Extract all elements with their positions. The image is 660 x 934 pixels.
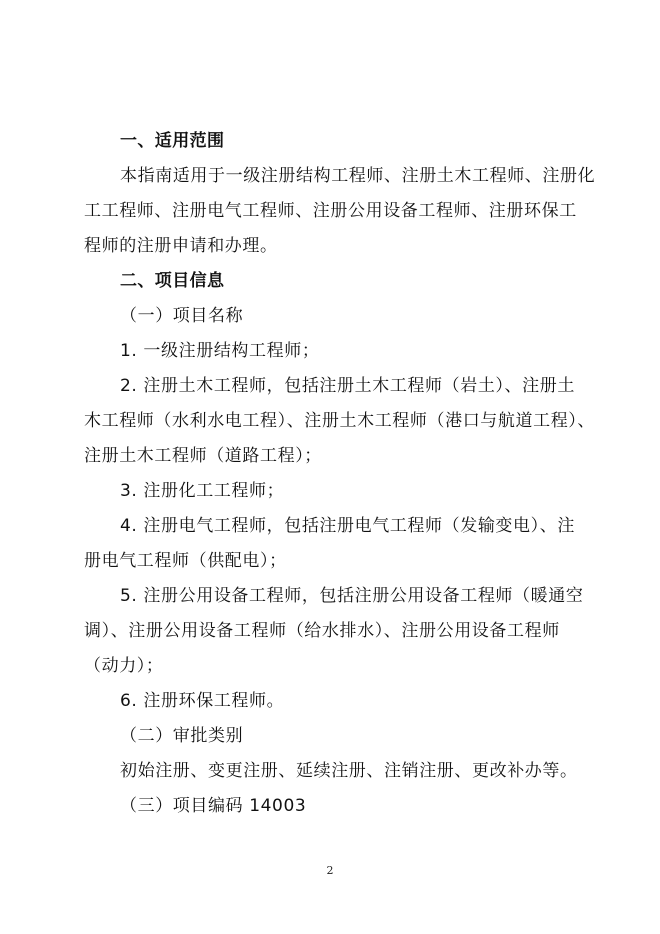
- list-item: 1. 一级注册结构工程师；: [120, 341, 320, 361]
- page-number: 2: [326, 864, 334, 877]
- list-item: 2. 注册土木工程师，包括注册土木工程师（岩土）、注册土: [120, 376, 575, 396]
- list-item-continuation: （动力）；: [84, 656, 164, 676]
- subsection-heading-project-code: （三）项目编码 14003: [120, 796, 307, 816]
- list-item: 5. 注册公用设备工程师，包括注册公用设备工程师（暖通空: [120, 586, 584, 606]
- list-item-continuation: 册电气工程师（供配电）；: [84, 551, 287, 571]
- list-item-continuation: 注册土木工程师（道路工程）；: [84, 446, 322, 466]
- subsection-heading-approval-type: （二）审批类别: [120, 726, 244, 746]
- list-item-continuation: 调）、注册公用设备工程师（给水排水）、注册公用设备工程师: [84, 621, 560, 641]
- list-item: 6. 注册环保工程师。: [120, 691, 285, 711]
- subsection-heading-project-name: （一）项目名称: [120, 306, 244, 326]
- list-item: 3. 注册化工工程师；: [120, 481, 285, 501]
- section-heading-scope: 一、适用范围: [120, 131, 225, 151]
- document-body: [84, 124, 596, 824]
- paragraph-line: 本指南适用于一级注册结构工程师、注册土木工程师、注册化: [120, 166, 596, 186]
- list-item: 4. 注册电气工程师，包括注册电气工程师（发输变电）、注: [120, 516, 575, 536]
- paragraph-line: 工工程师、注册电气工程师、注册公用设备工程师、注册环保工: [84, 201, 577, 221]
- paragraph-line: 初始注册、变更注册、延续注册、注销注册、更改补办等。: [120, 761, 578, 781]
- list-item-continuation: 木工程师（水利水电工程）、注册土木工程师（港口与航道工程）、: [84, 411, 595, 431]
- section-heading-project-info: 二、项目信息: [120, 271, 225, 291]
- paragraph-line: 程师的注册申请和办理。: [84, 236, 278, 256]
